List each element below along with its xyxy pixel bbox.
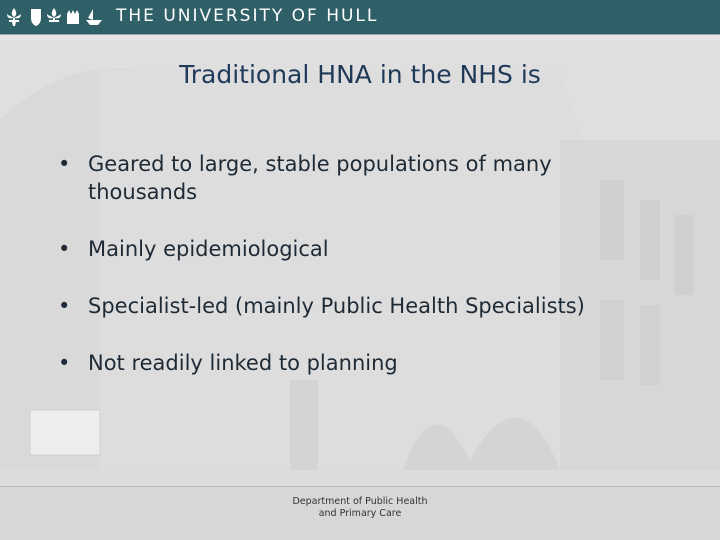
bullet-dot: • xyxy=(58,351,71,375)
bullet-item xyxy=(58,292,668,320)
bullet-dot: • xyxy=(58,294,71,318)
bullet-dot: • xyxy=(58,237,71,261)
bullet-text: Specialist-led (mainly Public Health Specialists) xyxy=(88,294,585,318)
header-bar xyxy=(0,0,720,35)
bullet-item xyxy=(58,235,668,263)
bullet-item xyxy=(58,349,668,377)
footer-line2: and Primary Care xyxy=(318,508,402,519)
slide-title: Traditional HNA in the NHS is xyxy=(179,60,541,89)
bullet-text-line1: Geared to large, stable populations of many xyxy=(88,152,552,176)
university-name: THE UNIVERSITY OF HULL xyxy=(116,6,379,26)
bullet-dot: • xyxy=(58,152,71,176)
university-crest-icon xyxy=(4,6,104,28)
footer-line1: Department of Public Health xyxy=(292,496,428,507)
bullet-text: Mainly epidemiological xyxy=(88,237,329,261)
bullet-item xyxy=(58,150,668,206)
bullet-text: Not readily linked to planning xyxy=(88,351,398,375)
bullet-list xyxy=(58,150,668,406)
footer-department xyxy=(260,496,460,520)
bullet-text-line2: thousands xyxy=(88,180,198,204)
